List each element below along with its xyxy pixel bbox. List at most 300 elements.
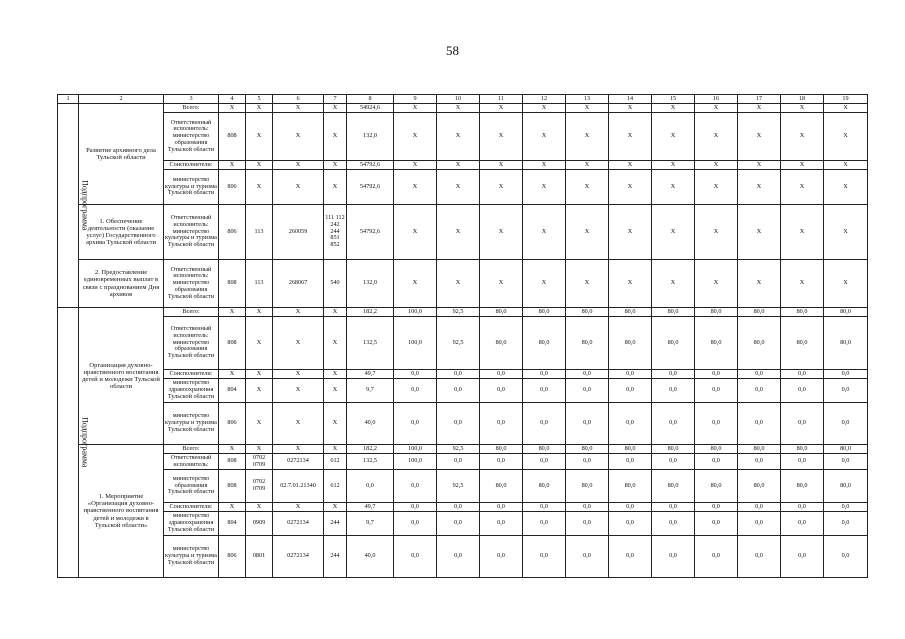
executor-cell: министерство культуры и туризма Тульской области [164,170,219,205]
value-cell: 0,0 [781,379,824,403]
value-cell: 80,0 [824,308,868,317]
value-cell: X [695,205,738,260]
value-cell: X [824,170,868,205]
value-cell: 808 [219,113,246,161]
value-cell: 0,0 [523,454,566,470]
value-cell: X [394,260,437,308]
value-cell: X [824,161,868,170]
value-cell: 0,0 [781,503,824,512]
value-cell: X [219,104,246,113]
value-cell: X [219,370,246,379]
value-cell: X [246,317,273,370]
executor-cell: Ответственный исполнитель: министерство культуры и туризма Тульской области [164,205,219,260]
value-cell: X [738,205,781,260]
value-cell: 182,2 [347,445,394,454]
value-cell: 0,0 [523,503,566,512]
value-cell: X [246,379,273,403]
value-cell: 0,0 [824,370,868,379]
value-cell: X [695,170,738,205]
header-row [58,95,868,104]
value-cell: X [523,205,566,260]
value-cell: 40,0 [347,536,394,578]
value-cell: 0,0 [394,536,437,578]
value-cell: 0,0 [347,470,394,503]
value-cell: X [738,170,781,205]
value-cell: X [273,403,324,445]
value-cell: 0,0 [480,379,523,403]
executor-cell: Соисполнители: [164,161,219,170]
value-cell: 0,0 [738,454,781,470]
executor-cell: Всего: [164,104,219,113]
value-cell: 92,5 [437,317,480,370]
table-row [58,379,868,403]
value-cell: X [437,170,480,205]
value-cell: 0,0 [523,370,566,379]
value-cell: 80,0 [652,445,695,454]
value-cell: 80,0 [566,470,609,503]
value-cell: 0272134 [273,454,324,470]
value-cell: X [523,113,566,161]
value-cell: 80,0 [609,445,652,454]
value-cell: 132,0 [347,260,394,308]
value-cell: 0,0 [480,454,523,470]
value-cell: 0,0 [738,370,781,379]
value-cell: 92,5 [437,308,480,317]
program-name: 1. Обеспечение деятельности (оказание услуг) Государственного архива Тульской области [79,205,164,260]
value-cell: 0,0 [652,512,695,536]
value-cell: 0,0 [523,536,566,578]
value-cell: X [566,104,609,113]
value-cell: X [609,161,652,170]
value-cell: 0,0 [394,470,437,503]
value-cell: 80,0 [480,317,523,370]
value-cell: X [480,205,523,260]
value-cell: X [480,104,523,113]
value-cell: X [219,503,246,512]
value-cell: 80,0 [609,317,652,370]
value-cell: X [523,260,566,308]
value-cell: 0,0 [566,512,609,536]
value-cell: 0909 [246,512,273,536]
value-cell: 0,0 [480,370,523,379]
budget-table [57,94,868,578]
value-cell: 182,2 [347,308,394,317]
table-row [58,512,868,536]
value-cell: 0,0 [824,379,868,403]
value-cell: 132,5 [347,317,394,370]
value-cell: 80,0 [738,317,781,370]
value-cell: 0,0 [781,512,824,536]
value-cell: 100,0 [394,317,437,370]
value-cell: 0,0 [394,379,437,403]
value-cell: X [781,104,824,113]
value-cell: X [695,104,738,113]
value-cell: 80,0 [695,317,738,370]
value-cell: 80,0 [695,470,738,503]
table-row [58,503,868,512]
value-cell: 0,0 [609,512,652,536]
value-cell: 113 [246,260,273,308]
value-cell: 80,0 [824,317,868,370]
value-cell: X [781,170,824,205]
value-cell: X [273,161,324,170]
value-cell: 02.7.01.21340 [273,470,324,503]
value-cell: X [273,370,324,379]
value-cell: 80,0 [523,308,566,317]
value-cell: 804 [219,512,246,536]
executor-cell: Ответственный исполнитель: министерство образования Тульской области [164,317,219,370]
value-cell: 80,0 [652,470,695,503]
value-cell: X [824,104,868,113]
value-cell: 80,0 [566,308,609,317]
value-cell: 0,0 [437,454,480,470]
column-number: 4 [219,95,246,104]
value-cell: 0,0 [824,536,868,578]
value-cell: 92,5 [437,445,480,454]
value-cell: 80,0 [480,470,523,503]
value-cell: X [246,170,273,205]
value-cell: 80,0 [523,317,566,370]
value-cell: X [273,170,324,205]
value-cell: X [219,445,246,454]
value-cell: X [566,170,609,205]
value-cell: 804 [219,379,246,403]
value-cell: X [738,104,781,113]
value-cell: 0,0 [437,512,480,536]
value-cell: 0,0 [652,403,695,445]
executor-cell: министерство здравоохранения Тульской области [164,512,219,536]
value-cell: 0,0 [738,512,781,536]
value-cell: 0,0 [695,379,738,403]
value-cell: X [324,379,347,403]
value-cell: 80,0 [824,470,868,503]
value-cell: X [566,161,609,170]
value-cell: 80,0 [480,445,523,454]
value-cell: 0,0 [781,454,824,470]
value-cell: X [246,161,273,170]
value-cell: X [652,260,695,308]
value-cell: 80,0 [738,445,781,454]
value-cell: 612 [324,470,347,503]
value-cell: 54792,6 [347,205,394,260]
column-number: 18 [781,95,824,104]
value-cell: X [394,113,437,161]
column-number: 8 [347,95,394,104]
value-cell: 0,0 [609,503,652,512]
value-cell: 0,0 [523,403,566,445]
value-cell: 0,0 [437,370,480,379]
value-cell: 9,7 [347,379,394,403]
value-cell: 0,0 [695,512,738,536]
column-number: 14 [609,95,652,104]
table-row [58,260,868,308]
value-cell: X [273,104,324,113]
value-cell: X [781,113,824,161]
value-cell: 49,7 [347,370,394,379]
executor-cell: Всего: [164,445,219,454]
value-cell: 0,0 [394,512,437,536]
value-cell: X [219,308,246,317]
column-number: 2 [79,95,164,104]
column-number: 10 [437,95,480,104]
value-cell: 111 112 242 244 851 852 [324,205,347,260]
subprogram-cell [58,308,90,578]
value-cell: 0,0 [652,379,695,403]
value-cell: 54792,6 [347,170,394,205]
table-row [58,161,868,170]
value-cell: 0,0 [738,503,781,512]
executor-cell: министерство культуры и туризма Тульской области [164,536,219,578]
column-number: 1 [58,95,79,104]
column-number: 12 [523,95,566,104]
value-cell: X [246,370,273,379]
column-number: 15 [652,95,695,104]
value-cell: 80,0 [738,470,781,503]
value-cell: 113 [246,205,273,260]
value-cell: 100,0 [394,308,437,317]
executor-cell: Соисполнители: [164,370,219,379]
value-cell: X [652,205,695,260]
value-cell: X [273,379,324,403]
value-cell: 0702 0709 [246,454,273,470]
value-cell: X [437,161,480,170]
value-cell: X [824,205,868,260]
value-cell: 100,0 [394,445,437,454]
column-number: 16 [695,95,738,104]
executor-cell: Ответственный исполнитель: министерство образования Тульской области [164,260,219,308]
column-number: 19 [824,95,868,104]
value-cell: 540 [324,260,347,308]
value-cell: 80,0 [695,308,738,317]
table-row [58,470,868,503]
column-number: 5 [246,95,273,104]
value-cell: 0,0 [738,536,781,578]
value-cell: 0,0 [566,403,609,445]
value-cell: X [394,205,437,260]
value-cell: 0,0 [652,536,695,578]
value-cell: 808 [219,454,246,470]
subprogram-label: Подпрограмма [80,180,90,231]
value-cell: 0,0 [394,370,437,379]
value-cell: X [480,170,523,205]
value-cell: X [246,308,273,317]
value-cell: X [652,161,695,170]
value-cell: 0,0 [523,512,566,536]
value-cell: X [273,308,324,317]
value-cell: 0,0 [566,503,609,512]
value-cell: 0,0 [824,512,868,536]
value-cell: 0,0 [695,503,738,512]
value-cell: X [394,161,437,170]
value-cell: 806 [219,536,246,578]
program-name: 2. Предоставление единовременных выплат в связи с празднованием Дня архивов [79,260,164,308]
value-cell: 132,0 [347,113,394,161]
value-cell: X [324,308,347,317]
value-cell: X [781,161,824,170]
value-cell: 0,0 [652,503,695,512]
value-cell: 806 [219,205,246,260]
column-number: 9 [394,95,437,104]
value-cell: 244 [324,512,347,536]
value-cell: 0,0 [566,379,609,403]
subprogram-label: Подпрограмма [80,417,90,468]
table-row [58,454,868,470]
value-cell: 0,0 [523,379,566,403]
value-cell: X [566,113,609,161]
value-cell: X [324,445,347,454]
executor-cell: Ответственный исполнитель: [164,454,219,470]
value-cell: X [246,403,273,445]
value-cell: X [781,260,824,308]
value-cell: 0,0 [781,536,824,578]
value-cell: 0,0 [437,379,480,403]
value-cell: 0,0 [824,503,868,512]
value-cell: X [246,445,273,454]
value-cell: X [324,170,347,205]
subprogram-cell [58,104,90,308]
value-cell: X [609,260,652,308]
column-number: 11 [480,95,523,104]
value-cell: 0,0 [566,536,609,578]
value-cell: X [394,170,437,205]
value-cell: X [609,104,652,113]
value-cell: 80,0 [781,317,824,370]
value-cell: 0,0 [566,454,609,470]
table-row [58,370,868,379]
value-cell: X [480,260,523,308]
value-cell: 0,0 [609,379,652,403]
value-cell: 0,0 [781,370,824,379]
value-cell: 0,0 [480,512,523,536]
value-cell: 244 [324,536,347,578]
column-number: 3 [164,95,219,104]
value-cell: 0,0 [738,379,781,403]
value-cell: 0,0 [394,403,437,445]
value-cell: X [437,205,480,260]
value-cell: X [324,403,347,445]
executor-cell: министерство образования Тульской области [164,470,219,503]
value-cell: 0,0 [652,454,695,470]
executor-cell: министерство здравоохранения Тульской области [164,379,219,403]
value-cell: 80,0 [523,445,566,454]
value-cell: X [738,260,781,308]
value-cell: X [695,113,738,161]
value-cell: 80,0 [781,470,824,503]
value-cell: 80,0 [781,445,824,454]
value-cell: 0801 [246,536,273,578]
executor-cell: Соисполнители: [164,503,219,512]
value-cell: X [437,260,480,308]
value-cell: X [523,170,566,205]
value-cell: 80,0 [609,470,652,503]
value-cell: 806 [219,170,246,205]
executor-cell: Всего: [164,308,219,317]
value-cell: 0,0 [824,403,868,445]
value-cell: X [738,161,781,170]
value-cell: 0,0 [480,536,523,578]
value-cell: 0,0 [609,403,652,445]
value-cell: X [652,104,695,113]
value-cell: X [695,161,738,170]
value-cell: 80,0 [609,308,652,317]
value-cell: X [324,503,347,512]
value-cell: X [652,170,695,205]
value-cell: X [273,445,324,454]
value-cell: X [566,260,609,308]
value-cell: 260059 [273,205,324,260]
value-cell: 0,0 [781,403,824,445]
value-cell: X [695,260,738,308]
value-cell: X [324,370,347,379]
value-cell: 132,5 [347,454,394,470]
page-number: 58 [446,43,459,58]
value-cell: X [824,260,868,308]
value-cell: X [273,503,324,512]
value-cell: 80,0 [652,317,695,370]
value-cell: 0,0 [394,503,437,512]
value-cell: X [324,104,347,113]
column-number: 7 [324,95,347,104]
value-cell: X [273,113,324,161]
value-cell: 0,0 [609,536,652,578]
value-cell: X [609,205,652,260]
value-cell: 49,7 [347,503,394,512]
value-cell: 0272134 [273,512,324,536]
value-cell: 54792,6 [347,161,394,170]
value-cell: 0,0 [437,503,480,512]
table-row [58,536,868,578]
value-cell: 808 [219,317,246,370]
value-cell: 0,0 [695,403,738,445]
value-cell: X [324,113,347,161]
value-cell: 80,0 [566,317,609,370]
value-cell: 0,0 [824,454,868,470]
value-cell: 0,0 [480,503,523,512]
value-cell: 612 [324,454,347,470]
executor-cell: Ответственный исполнитель: министерство образования Тульской области [164,113,219,161]
column-number: 17 [738,95,781,104]
value-cell: X [219,161,246,170]
value-cell: X [523,161,566,170]
value-cell: X [566,205,609,260]
value-cell: 0272134 [273,536,324,578]
value-cell: 80,0 [695,445,738,454]
value-cell: 0,0 [695,370,738,379]
value-cell: X [437,104,480,113]
value-cell: X [480,161,523,170]
value-cell: X [246,113,273,161]
value-cell: 0,0 [609,370,652,379]
value-cell: 0,0 [738,403,781,445]
value-cell: 806 [219,403,246,445]
table-row [58,205,868,260]
column-number: 13 [566,95,609,104]
table-row [58,403,868,445]
value-cell: X [246,503,273,512]
value-cell: X [480,113,523,161]
value-cell: X [324,317,347,370]
program-name: Развитие архивного дела Тульской области [79,104,164,205]
executor-cell: министерство культуры и туризма Тульской области [164,403,219,445]
table-row [58,170,868,205]
value-cell: X [609,113,652,161]
value-cell: 80,0 [566,445,609,454]
value-cell: 80,0 [738,308,781,317]
value-cell: 0,0 [695,536,738,578]
value-cell: X [394,104,437,113]
value-cell: 100,0 [394,454,437,470]
value-cell: 80,0 [523,470,566,503]
